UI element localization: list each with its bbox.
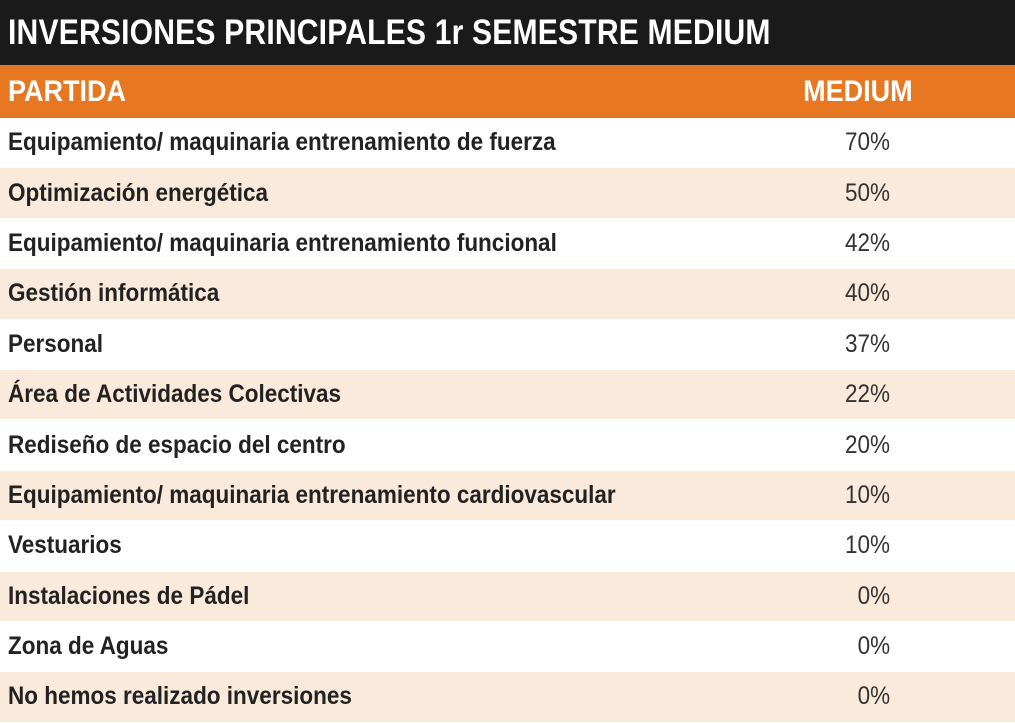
table-row [0,219,1015,269]
table-row [0,471,1015,521]
table-row [0,269,1015,319]
row-label-text: Equipamiento/ maquinaria entrenamiento cardiovascular [8,480,616,509]
table-row [0,118,1015,168]
table-row [0,370,1015,420]
row-value-text: 37% [844,329,890,358]
row-value [760,632,1015,661]
row-value [760,128,1015,157]
row-label-text: Personal [8,329,104,358]
row-value-text: 10% [844,480,890,509]
table-title-bar [0,0,1015,65]
row-value-text: 42% [844,228,890,257]
row-value-text: 0% [857,682,890,711]
row-value-text: 10% [844,531,890,560]
row-value [760,582,1015,611]
row-label [0,279,760,308]
row-label-text: Instalaciones de Pádel [8,581,250,610]
row-label [0,380,760,409]
row-label [0,179,760,208]
row-label-text: Gestión informática [8,279,220,308]
table-row [0,572,1015,622]
row-value-text: 0% [857,632,890,661]
table-body [0,118,1015,723]
table-row [0,672,1015,722]
row-value-text: 70% [844,128,890,157]
row-value [760,531,1015,560]
row-value-text: 22% [844,380,890,409]
table-title: INVERSIONES PRINCIPALES 1r SEMESTRE MEDIUM [8,12,771,52]
row-label [0,229,760,258]
row-label-text: Rediseño de espacio del centro [8,430,346,459]
table-header-row [0,65,1015,118]
row-label [0,330,760,359]
row-value [760,682,1015,711]
row-label-text: No hemos realizado inversiones [8,682,352,711]
header-medium-label: MEDIUM [802,74,913,108]
row-value [760,279,1015,308]
row-value-text: 50% [844,178,890,207]
row-value [760,431,1015,460]
table-row [0,168,1015,218]
row-label-text: Vestuarios [8,531,122,560]
row-value-text: 40% [844,279,890,308]
row-label [0,481,760,510]
row-label [0,632,760,661]
row-label [0,531,760,560]
header-medium [760,75,1015,109]
row-label-text: Área de Actividades Colectivas [8,380,342,409]
row-value [760,229,1015,258]
row-value [760,330,1015,359]
row-label [0,582,760,611]
header-partida [0,75,760,109]
row-value-text: 20% [844,430,890,459]
row-value [760,380,1015,409]
table-row [0,320,1015,370]
table-row [0,622,1015,672]
header-partida-label: PARTIDA [8,74,126,108]
row-value [760,481,1015,510]
table-row [0,420,1015,470]
row-value [760,179,1015,208]
row-label [0,682,760,711]
row-label-text: Equipamiento/ maquinaria entrenamiento de fuerza [8,128,556,157]
row-label-text: Equipamiento/ maquinaria entrenamiento funcional [8,228,557,257]
table-row [0,521,1015,571]
row-label-text: Optimización energética [8,178,269,207]
row-label [0,431,760,460]
row-value-text: 0% [857,581,890,610]
row-label-text: Zona de Aguas [8,632,169,661]
row-label [0,128,760,157]
